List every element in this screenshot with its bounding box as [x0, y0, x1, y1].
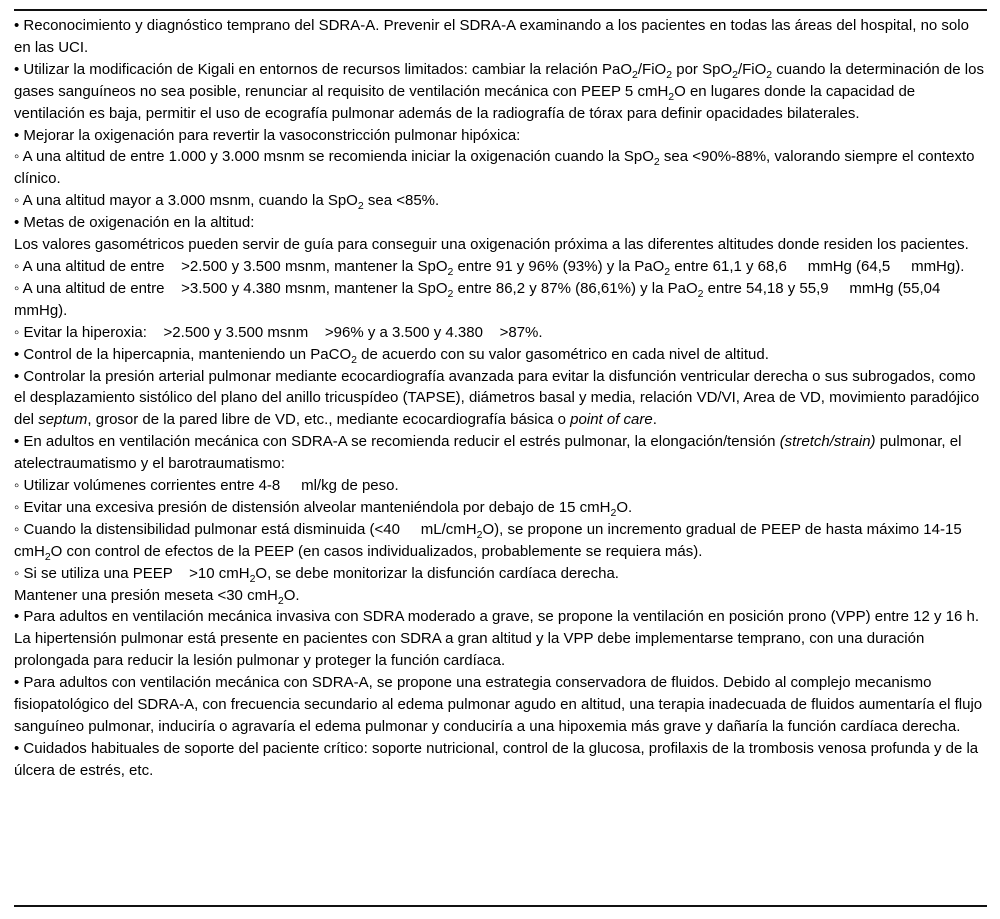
paragraph [14, 431, 985, 475]
paragraph [14, 497, 985, 519]
subscript: 2 [632, 68, 638, 81]
italic-segment: (stretch/strain) [779, 433, 876, 451]
subscript: 2 [357, 200, 364, 213]
subscript: 2 [732, 68, 738, 81]
subscript: 2 [249, 572, 256, 585]
text-segment: O. [283, 586, 300, 604]
text-segment: • Para adultos en ventilación mecánica invasiva con SDRA moderado a grave, se propone la ventilación en posición prono (VPP) entre 12 y 16 h. La hipertensión pulmonar está presente en pacientes con SDRA a gran altitud y la VPP debe implementarse temprano, con una duración prolongada para reducir la lesión pulmonar y proteger la función cardíaca. [14, 608, 984, 670]
text-segment: ◦ A una altitud mayor a 3.000 msnm, cuando la SpO [14, 192, 358, 210]
text-segment: . [652, 411, 657, 429]
table-top-rule [14, 9, 987, 11]
document-body [14, 15, 989, 782]
text-segment: • Utilizar la modificación de Kigali en entornos de recursos limitados: cambiar la relación PaO [14, 60, 633, 78]
paragraph [14, 212, 985, 234]
text-segment: ◦ Si se utiliza una PEEP >10 cmH [14, 564, 250, 582]
subscript: 2 [277, 594, 284, 607]
text-segment: • En adultos en ventilación mecánica con SDRA-A se recomienda reducir el estrés pulmonar, la elongación/tensión [14, 433, 780, 451]
text-segment: • Mejorar la oxigenación para revertir la vasoconstricción pulmonar hipóxica: [14, 126, 521, 144]
text-segment: Mantener una presión meseta <30 cmH [14, 586, 278, 604]
subscript: 2 [44, 550, 51, 563]
text-segment: • Control de la hipercapnia, manteniendo un PaCO [14, 345, 352, 363]
text-segment: ◦ Cuando la distensibilidad pulmonar está disminuida (<40 mL/cmH [14, 520, 477, 538]
text-segment: Los valores gasométricos pueden servir de guía para conseguir una oxigenación próxima a las diferentes altitudes donde residen los pacientes. [14, 236, 969, 254]
paragraph [14, 563, 985, 585]
paragraph [14, 322, 985, 344]
text-segment: entre 86,2 y 87% (86,61%) y la PaO [453, 279, 698, 297]
paragraph [14, 278, 985, 322]
text-segment: cuando la determinación de los gases sanguíneos no sea posible, renunciar al requisito de ventilación mecánica con PEEP 5 cmH [14, 60, 989, 100]
paragraph [14, 256, 985, 278]
subscript: 2 [447, 265, 454, 278]
text-segment: O), se propone un incremento gradual de PEEP de hasta máximo 14-15 cmH [14, 520, 966, 560]
paragraph [14, 125, 985, 147]
subscript: 2 [666, 68, 673, 81]
text-segment: O. [616, 498, 633, 516]
subscript: 2 [664, 265, 671, 278]
text-segment: sea <90%-88%, valorando siempre el contexto clínico. [14, 148, 979, 188]
text-segment: pulmonar, el atelectraumatismo y el barotraumatismo: [14, 433, 966, 473]
subscript: 2 [697, 287, 704, 300]
paragraph [14, 366, 985, 432]
text-segment: O, se debe monitorizar la disfunción cardíaca derecha. [255, 564, 619, 582]
table-bottom-rule [14, 905, 987, 907]
paragraph [14, 585, 985, 607]
text-segment: ◦ A una altitud de entre >2.500 y 3.500 msnm, mantener la SpO [14, 257, 448, 275]
text-segment: • Cuidados habituales de soporte del paciente crítico: soporte nutricional, control de la glucosa, profilaxis de la trombosis venosa profunda y de la úlcera de estrés, etc. [14, 739, 983, 779]
text-segment: por SpO [672, 60, 733, 78]
subscript: 2 [610, 506, 617, 519]
text-segment: /FiO [637, 60, 667, 78]
paragraph [14, 15, 985, 59]
paragraph [14, 344, 985, 366]
subscript: 2 [766, 68, 773, 81]
subscript: 2 [476, 528, 483, 541]
paragraph [14, 738, 985, 782]
text-segment: entre 54,18 y 55,9 mmHg (55,04 mmHg). [14, 279, 962, 319]
text-segment: O con control de efectos de la PEEP (en casos individualizados, probablemente se requiera más). [50, 542, 703, 560]
paragraph [14, 59, 989, 125]
subscript: 2 [447, 287, 454, 300]
text-segment: , grosor de la pared libre de VD, etc., mediante ecocardiografía básica o [87, 411, 571, 429]
text-segment: • Metas de oxigenación en la altitud: [14, 214, 255, 232]
text-segment: ◦ Utilizar volúmenes corrientes entre 4-8 ml/kg de peso. [14, 477, 399, 495]
paragraph [14, 475, 985, 497]
paragraph [14, 606, 985, 672]
text-segment: ◦ Evitar una excesiva presión de distensión alveolar manteniéndola por debajo de 15 cmH [14, 498, 611, 516]
paragraph [14, 519, 985, 563]
text-segment: /FiO [737, 60, 767, 78]
text-segment: ◦ Evitar la hiperoxia: >2.500 y 3.500 msnm >96% y a 3.500 y 4.380 >87%. [14, 323, 543, 341]
paragraph [14, 146, 985, 190]
text-segment: • Para adultos con ventilación mecánica con SDRA-A, se propone una estrategia conservadora de fluidos. Debido al complejo mecanismo fisiopatológico del SDRA-A, con frecuencia secundario al edema pulmonar agudo en altitud, una terapia inadecuada de fluidos aumentaría el flujo sanguíneo pulmonar, induciría o agravaría el edema pulmonar y conduciría a una hipoxemia más grave y dañaría la función cardíaca derecha. [14, 674, 987, 735]
text-segment: ◦ A una altitud de entre 1.000 y 3.000 msnm se recomienda iniciar la oxigenación cuando la SpO [14, 148, 654, 166]
text-segment: sea <85%. [363, 192, 440, 210]
subscript: 2 [653, 156, 660, 169]
text-segment: ◦ A una altitud de entre >3.500 y 4.380 msnm, mantener la SpO [14, 279, 448, 297]
text-segment: • Controlar la presión arterial pulmonar mediante ecocardiografía avanzada para evitar la disfunción ventricular derecha o sus subrogados, como el desplazamiento sistólico del plano del anillo tricuspídeo (TAPSE), diámetros basal y media, relación VD/VI, Area de VD, movimiento paradójico del [14, 367, 984, 429]
text-segment: entre 91 y 96% (93%) y la PaO [453, 257, 665, 275]
text-segment: de acuerdo con su valor gasométrico en cada nivel de altitud. [356, 345, 769, 363]
paragraph [14, 190, 985, 212]
italic-segment: point of care [570, 411, 653, 429]
paragraph [14, 234, 985, 256]
italic-segment: septum [38, 411, 88, 429]
text-segment: • Reconocimiento y diagnóstico temprano del SDRA-A. Prevenir el SDRA-A examinando a los pacientes en todas las áreas del hospital, no solo en las UCI. [14, 17, 974, 56]
subscript: 2 [351, 353, 357, 366]
text-segment: O en lugares donde la capacidad de ventilación es baja, permitir el uso de ecografía pulmonar además de la radiografía de tórax para definir opacidades bilaterales. [14, 82, 920, 122]
subscript: 2 [668, 90, 675, 103]
text-segment: entre 61,1 y 68,6 mmHg (64,5 mmHg). [670, 257, 965, 275]
paragraph [14, 672, 985, 738]
